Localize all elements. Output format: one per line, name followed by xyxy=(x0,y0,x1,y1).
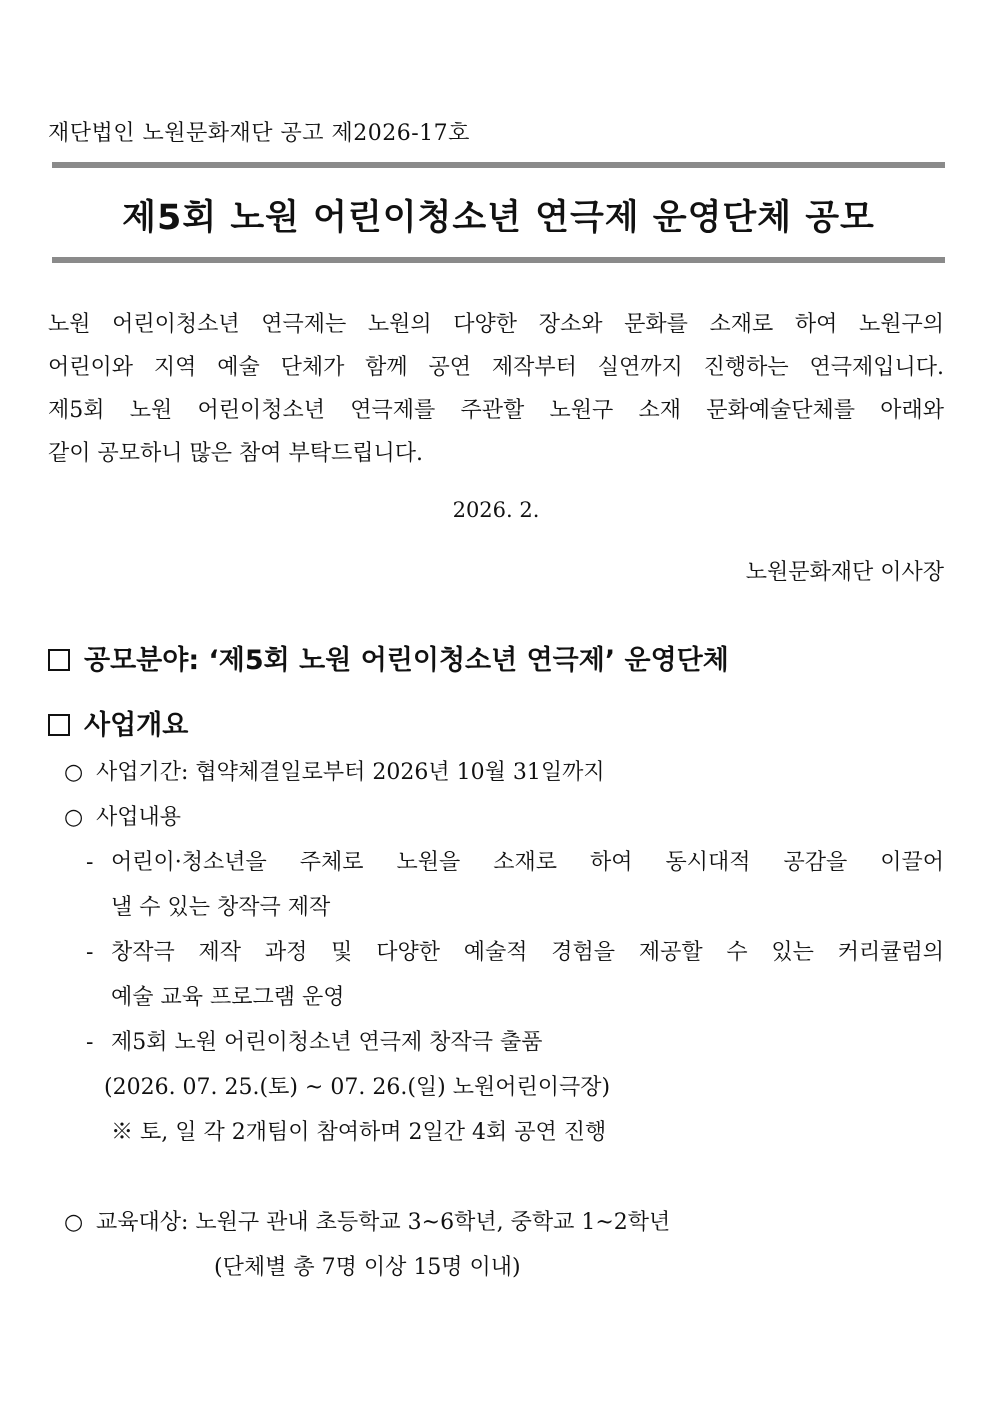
target-text: 교육대상: 노원구 관내 초등학교 3~6학년, 중학교 1~2학년 xyxy=(96,1210,671,1235)
notice-number: 재단법인 노원문화재단 공고 제2026-17호 xyxy=(48,121,470,146)
target-item xyxy=(64,1205,670,1236)
intro-line-4: 같이 공모하니 많은 참여 부탁드립니다. xyxy=(48,441,423,466)
checkbox-square-icon xyxy=(48,714,70,736)
circle-bullet-icon: ○ xyxy=(64,760,84,785)
period-item xyxy=(64,755,605,786)
content-item-3-line-1 xyxy=(86,1025,543,1056)
signer: 노원문화재단 이사장 xyxy=(745,560,944,585)
title-rule-top xyxy=(52,162,945,168)
content-item-2-line-1 xyxy=(86,935,944,966)
intro-line-2: 어린이와 지역 예술 단체가 함께 공연 제작부터 실연까지 진행하는 연극제입니다. xyxy=(48,355,944,380)
page-title: 제5회 노원 어린이청소년 연극제 운영단체 공모 xyxy=(122,198,875,238)
content-text: 사업내용 xyxy=(96,805,182,830)
title-rule-bottom xyxy=(52,257,945,263)
dash-bullet: - xyxy=(86,1030,94,1055)
dash-bullet: - xyxy=(86,850,94,875)
section-overview-text: 사업개요 xyxy=(84,710,189,741)
section-overview xyxy=(48,703,188,742)
content-item-1-line-2: 낼 수 있는 창작극 제작 xyxy=(111,895,331,920)
section-field xyxy=(48,638,729,677)
content-item-3-text: 제5회 노원 어린이청소년 연극제 창작극 출품 xyxy=(111,1030,543,1055)
target-sub: (단체별 총 7명 이상 15명 이내) xyxy=(214,1255,521,1280)
content-item-3-line-2: (2026. 07. 25.(토) ~ 07. 26.(일) 노원어린이극장) xyxy=(104,1075,611,1100)
content-item xyxy=(64,800,181,831)
intro-line-1: 노원 어린이청소년 연극제는 노원의 다양한 장소와 문화를 소재로 하여 노원구의 xyxy=(48,312,944,337)
checkbox-square-icon xyxy=(48,649,70,671)
content-item-1-text: 어린이·청소년을 주체로 노원을 소재로 하여 동시대적 공감을 이끌어 xyxy=(111,850,944,875)
announcement-date: 2026. 2. xyxy=(452,498,540,522)
circle-bullet-icon: ○ xyxy=(64,1210,84,1235)
dash-bullet: - xyxy=(86,940,94,965)
content-item-3-note: ※ 토, 일 각 2개팀이 참여하며 2일간 4회 공연 진행 xyxy=(111,1120,607,1145)
content-item-2-line-2: 예술 교육 프로그램 운영 xyxy=(111,985,345,1010)
period-text: 사업기간: 협약체결일로부터 2026년 10월 31일까지 xyxy=(96,760,605,785)
content-item-1-line-1 xyxy=(86,845,944,876)
intro-line-3: 제5회 노원 어린이청소년 연극제를 주관할 노원구 소재 문화예술단체를 아래와 xyxy=(48,398,944,423)
circle-bullet-icon: ○ xyxy=(64,805,84,830)
content-item-2-text: 창작극 제작 과정 및 다양한 예술적 경험을 제공할 수 있는 커리큘럼의 xyxy=(111,940,944,965)
section-field-text: 공모분야: ‘제5회 노원 어린이청소년 연극제’ 운영단체 xyxy=(84,645,729,676)
